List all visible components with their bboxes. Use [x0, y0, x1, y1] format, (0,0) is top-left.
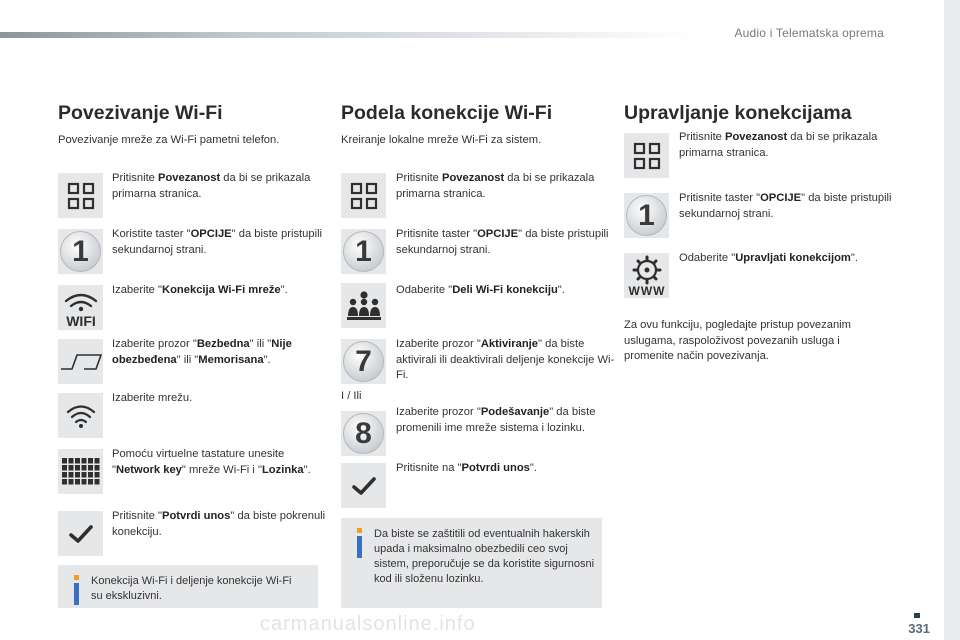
col3-note: Za ovu funkciju, pogledajte pristup povezanim uslugama, raspoloživost povezanih usluga i promenite način povezivanja.: [624, 319, 851, 362]
checkmark-icon: [58, 511, 103, 556]
page-number: 331: [908, 621, 930, 636]
col1-step-4: Izaberite prozor "Bezbedna" ili "Nije obezbeđena" ili "Memorisana".: [112, 338, 292, 366]
col1-step-7: Pritisnite "Potvrdi unos" da biste pokrenuli konekciju.: [112, 510, 326, 538]
people-icon: [341, 283, 386, 328]
gear-www-icon: [624, 253, 669, 298]
col2-step-6: Pritisnite na "Potvrdi unos".: [396, 462, 537, 474]
col1-info-box: [58, 565, 318, 608]
col1-title: Povezivanje Wi-Fi: [58, 102, 223, 124]
page-edge-bar: [944, 0, 960, 640]
watermark: carmanualsonline.info: [260, 613, 476, 635]
wifi-text-icon: [58, 285, 103, 330]
col1-step-6: Pomoću virtuelne tastature unesite "Network key" mreže Wi-Fi i "Lozinka".: [112, 448, 311, 476]
svg-text:7: 7: [355, 345, 372, 378]
info-icon: [66, 575, 88, 605]
col2-step-4: Izaberite prozor "Aktiviranje" da biste aktivirali ili deaktivirali deljenje konekcije Wi-Fi.: [396, 338, 615, 381]
svg-text:WWW: WWW: [628, 283, 665, 297]
col3-step-2: Pritisnite taster "OPCIJE" da biste pristupili sekundarnoj strani.: [679, 192, 892, 220]
svg-text:1: 1: [638, 199, 655, 232]
section-header: Audio i Telematska oprema: [734, 26, 884, 40]
col1-step-5: Izaberite mrežu.: [112, 392, 193, 404]
or-label: I / Ili: [341, 390, 362, 402]
col2-info-text: Da biste se zaštitili od eventualnih hakerskih upada i maksimalno obezbedili ceo svoj sistem, preporučuje se da koristite sigurnosni kod ili složenu lozinku.: [374, 528, 595, 585]
home-grid-icon: [341, 173, 386, 218]
svg-text:1: 1: [72, 235, 89, 268]
number-8-icon: [341, 411, 386, 456]
home-grid-icon: [624, 133, 669, 178]
col3-step-1: Pritisnite Povezanost da bi se prikazala primarna stranica.: [679, 131, 878, 159]
col1-step-2: Koristite taster "OPCIJE" da biste pristupili sekundarnoj strani.: [112, 228, 323, 256]
keyboard-icon: [58, 449, 103, 494]
col2-step-3: Odaberite "Deli Wi-Fi konekciju".: [396, 284, 565, 296]
col2-intro: Kreiranje lokalne mreže Wi-Fi za sistem.: [341, 134, 542, 146]
svg-text:8: 8: [355, 417, 372, 450]
col3-title: Upravljanje konekcijama: [624, 102, 852, 124]
col2-title: Podela konekcije Wi-Fi: [341, 102, 553, 124]
page-dot: [914, 613, 920, 618]
col1-intro: Povezivanje mreže za Wi-Fi pametni telefon.: [58, 134, 280, 146]
col2-step-1: Pritisnite Povezanost da bi se prikazala primarna stranica.: [396, 172, 595, 200]
wifi-signal-icon: [58, 393, 103, 438]
col2-step-2: Pritisnite taster "OPCIJE" da biste pristupili sekundarnoj strani.: [396, 228, 609, 256]
tab-icon: [58, 339, 103, 384]
number-7-icon: [341, 339, 386, 384]
col1-step-3: Izaberite "Konekcija Wi-Fi mreže".: [112, 284, 288, 296]
number-1-icon: [624, 193, 669, 238]
col2-step-5: Izaberite prozor "Podešavanje" da biste promenili ime mreže sistema i lozinku.: [396, 406, 596, 434]
info-icon: [349, 528, 371, 558]
header-bar: [0, 32, 700, 38]
svg-text:WIFI: WIFI: [65, 312, 96, 329]
home-grid-icon: [58, 173, 103, 218]
number-1-icon: [58, 229, 103, 274]
col1-info-text: Konekcija Wi-Fi i deljenje konekcije Wi-Fi su ekskluzivni.: [91, 575, 292, 602]
svg-text:1: 1: [355, 235, 372, 268]
col1-step-1: Pritisnite Povezanost da bi se prikazala primarna stranica.: [112, 172, 311, 200]
checkmark-icon: [341, 463, 386, 508]
col2-info-box: [341, 518, 602, 608]
number-1-icon: [341, 229, 386, 274]
col3-step-3: Odaberite "Upravljati konekcijom".: [679, 252, 858, 264]
